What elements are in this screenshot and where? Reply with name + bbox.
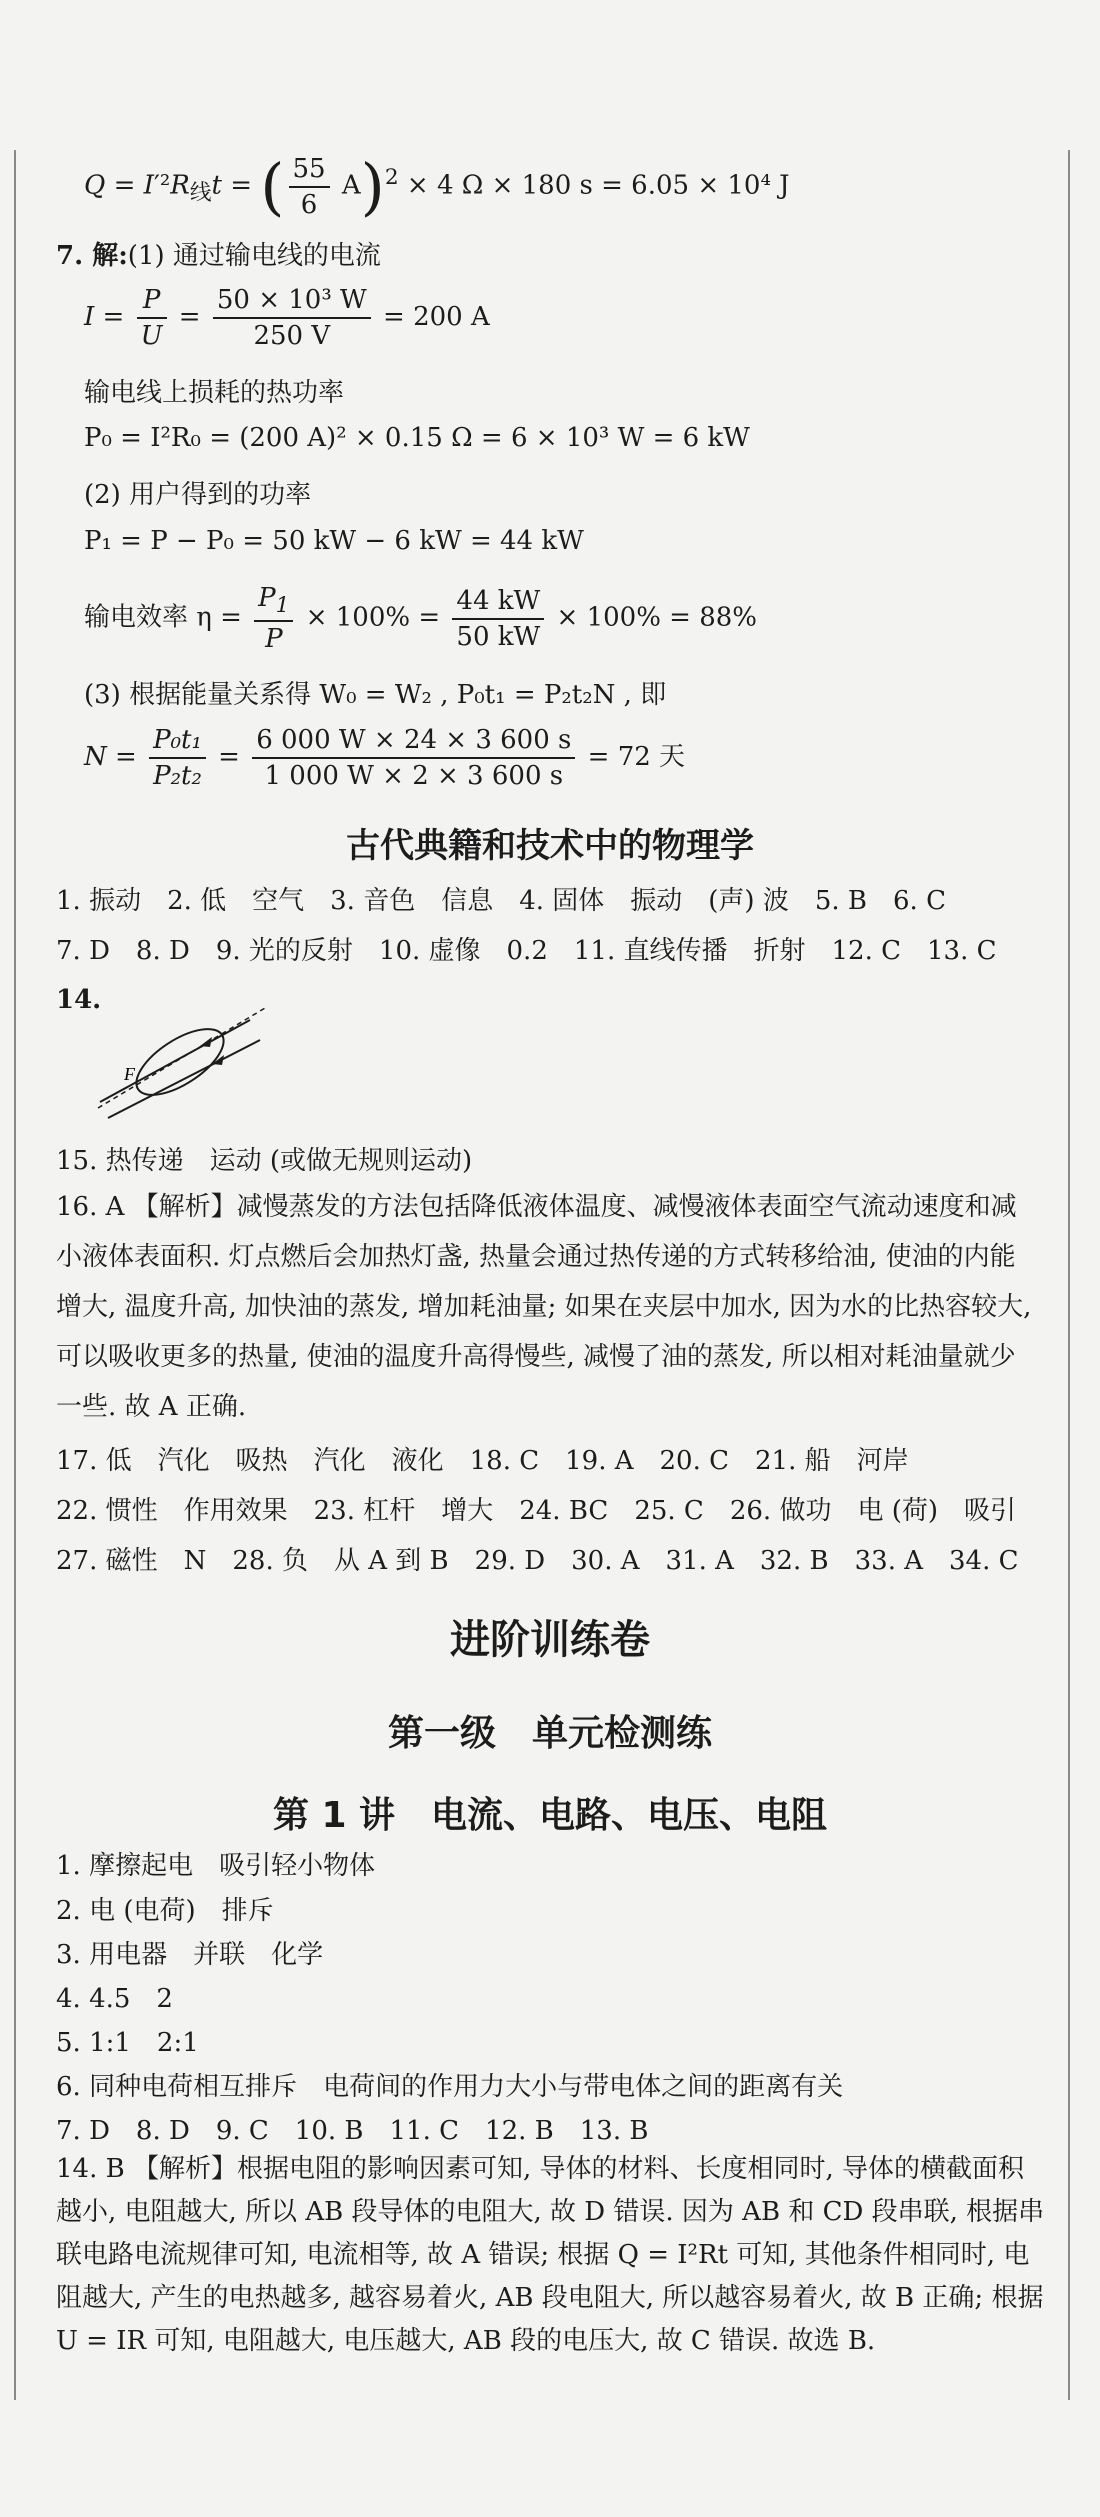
lesson-title: 第 1 讲 电流、电路、电压、电阻 bbox=[272, 1795, 828, 1836]
focus-label-f: F bbox=[124, 1064, 135, 1084]
p0-formula: P₀ = I²R₀ = (200 A)² × 0.15 Ω = 6 × 10³ W = 6 kW bbox=[84, 423, 750, 453]
section2-title: 进阶训练卷 bbox=[450, 1617, 650, 1663]
q7-part2: (2) 用户得到的功率 bbox=[84, 480, 312, 510]
q-fraction-num: 55 bbox=[289, 154, 330, 188]
lens-ray-diagram bbox=[90, 1000, 290, 1130]
q-fraction-den: 6 bbox=[300, 189, 318, 220]
answer-1: 1. 摩擦起电 吸引轻小物体 bbox=[56, 1851, 376, 1881]
eff-den: 50 kW bbox=[456, 621, 541, 652]
i-num: 50 × 10³ W bbox=[213, 285, 371, 319]
left-margin-rule bbox=[14, 150, 16, 2400]
i-formula: I = $\frac{P}{U}$ = $\frac{\text{50 × 10³ W}}{250 V}$ = 200 A bbox=[84, 285, 490, 351]
n-den: 1 000 W × 2 × 3 600 s bbox=[264, 761, 564, 791]
n-result: = 72 天 bbox=[587, 742, 686, 772]
eff-label: 输电效率 η = bbox=[84, 602, 242, 633]
section2-subtitle: 第一级 单元检测练 bbox=[387, 1713, 712, 1754]
q14-explanation: 14. B 【解析】根据电阻的影响因素可知, 导体的材料、长度相同时, 导体的横截面积越小, 电阻越大, 所以 AB 段导体的电阻大, 故 D 错误. 因为 AB 和 CD 段串联, 根据串联电路电流规律可知, 电流相等, 故 A 错误; 根据 Q = I²Rt 可知, 其他条件相同时, 电阻越大, 产生的电热越多, 越容易着火, AB 段电阻大, 所以越容易着火, 故 B 正确; 根据 U = IR 可知, 电阻越大, 电压越大, AB 段的电压大, 故 C 错误. 故选 B. bbox=[56, 2154, 1045, 2356]
answer-4: 4. 4.5 2 bbox=[56, 1984, 173, 2014]
n-num: 6 000 W × 24 × 3 600 s bbox=[252, 725, 575, 759]
loss-text: 输电线上损耗的热功率 bbox=[84, 378, 345, 408]
q22: 22. 惯性 作用效果 23. 杠杆 增大 24. BC 25. C 26. 做功 电 (荷) 吸引 bbox=[56, 1496, 1016, 1526]
q16-explanation: 16. A 【解析】减慢蒸发的方法包括降低液体温度、减慢液体表面空气流动速度和减小液体表面积. 灯点燃后会加热灯盏, 热量会通过热传递的方式转移给油, 使油的内能增大, 温度升高, 加快油的蒸发, 增加耗油量; 如果在夹层中加水, 因为水的比热容较大, 可以吸收更多的热量, 使油的温度升高得慢些, 减慢了油的蒸发, 所以相对耗油量就少一些. 故 A 正确. bbox=[56, 1192, 1032, 1422]
q14-label: 14. bbox=[56, 985, 102, 1015]
q7-label: 7. 解: bbox=[56, 241, 128, 271]
answer-3: 3. 用电器 并联 化学 bbox=[56, 1940, 324, 1970]
i-result: = 200 A bbox=[383, 302, 490, 332]
answer-2: 2. 电 (电荷) 排斥 bbox=[56, 1896, 274, 1926]
i-den: 250 V bbox=[253, 321, 331, 351]
efficiency-formula: 输电效率 η = $\frac{P_1}{P}$ × 100% = $\frac{44 kW}{50 kW}$ × 100% = 88% bbox=[84, 583, 757, 655]
arrow-2 bbox=[200, 1037, 212, 1047]
q27: 27. 磁性 N 28. 负 从 A 到 B 29. D 30. A 31. A 32. B 33. A 34. C bbox=[56, 1546, 1019, 1576]
q7-part1-text: (1) 通过输电线的电流 bbox=[127, 241, 381, 271]
q7-part1 bbox=[56, 235, 381, 272]
q-formula-line: $Q = I'^2R_线t$ = ( $\frac{55}{6}$ A)$^2$ × 4 Ω × 180 s = 6.05 × 10⁴ J bbox=[84, 150, 790, 223]
answers-line-2: 7. D 8. D 9. 光的反射 10. 虚像 0.2 11. 直线传播 折射 12. C 13. C bbox=[56, 936, 997, 966]
q17: 17. 低 汽化 吸热 汽化 液化 18. C 19. A 20. C 21. 船 河岸 bbox=[56, 1446, 909, 1476]
n-formula: N = $\frac{\text{P₀t₁}}{\text{P₂t₂}}$ = $\frac{6 000 W \times 24 \times 3 600 s}{1 000 W \times 2 \times 3 600 s}$ = 72 天 bbox=[84, 725, 686, 791]
section1-title: 古代典籍和技术中的物理学 bbox=[346, 826, 754, 866]
eff-num: 44 kW bbox=[452, 586, 544, 620]
answers-line-1: 1. 振动 2. 低 空气 3. 音色 信息 4. 固体 振动 (声) 波 5. B 6. C bbox=[56, 886, 946, 916]
right-margin-rule bbox=[1068, 150, 1070, 2400]
answer-6: 6. 同种电荷相互排斥 电荷间的作用力大小与带电体之间的距离有关 bbox=[56, 2072, 844, 2102]
p1-formula: P₁ = P − P₀ = 50 kW − 6 kW = 44 kW bbox=[84, 526, 584, 556]
q15: 15. 热传递 运动 (或做无规则运动) bbox=[56, 1146, 473, 1176]
eff-result: × 100% = 88% bbox=[556, 602, 757, 633]
answer-5: 5. 1:1 2:1 bbox=[56, 2028, 199, 2058]
q7-part3: (3) 根据能量关系得 W₀ = W₂ , P₀t₁ = P₂t₂N , 即 bbox=[84, 680, 667, 710]
answer-7: 7. D 8. D 9. C 10. B 11. C 12. B 13. B bbox=[56, 2116, 649, 2146]
q-formula-tail: × 4 Ω × 180 s = 6.05 × 10⁴ J bbox=[406, 170, 790, 201]
